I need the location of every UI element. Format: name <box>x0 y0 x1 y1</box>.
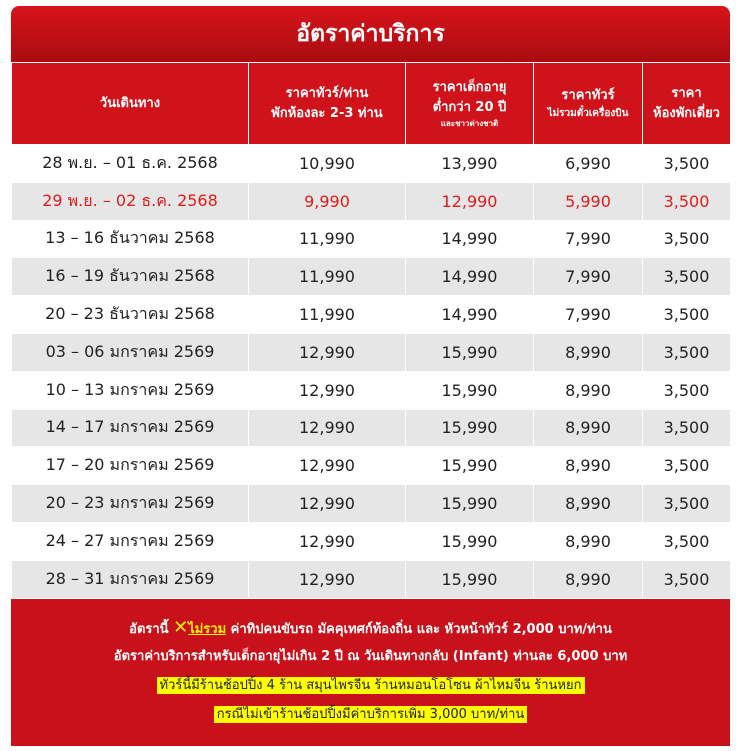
cell-single-room-price: 3,500 <box>643 145 731 183</box>
price-table <box>11 62 731 599</box>
cell-single-room-price: 3,500 <box>643 447 731 485</box>
cell-child-price: 14,990 <box>406 220 534 258</box>
infant-note: อัตราค่าบริการสำหรับเด็กอายุไม่เกิน 2 ปี ณ วันเดินทางกลับ (Infant) ท่านละ 6,000 บาท <box>113 648 628 664</box>
cell-travel-date: 20 – 23 มกราคม 2569 <box>12 485 249 523</box>
table-row <box>12 258 731 296</box>
table-row <box>12 447 731 485</box>
table-row <box>12 409 731 447</box>
cell-travel-date: 29 พ.ย. – 02 ธ.ค. 2568 <box>12 182 249 220</box>
cell-travel-date: 28 – 31 มกราคม 2569 <box>12 560 249 598</box>
table-row <box>12 522 731 560</box>
header-adult-price: ราคาทัวร์/ท่าน พักห้องละ 2-3 ท่าน <box>249 63 406 145</box>
cell-single-room-price: 3,500 <box>643 522 731 560</box>
header-child-price: ราคาเด็กอายุ ต่ำกว่า 20 ปี และชาวต่างชาติ <box>406 63 534 145</box>
cell-child-price: 14,990 <box>406 258 534 296</box>
cell-no-flight-price: 7,990 <box>534 220 643 258</box>
table-row <box>12 296 731 334</box>
price-table-container <box>11 6 730 746</box>
cell-no-flight-price: 8,990 <box>534 409 643 447</box>
table-row <box>12 333 731 371</box>
cell-no-flight-price: 6,990 <box>534 145 643 183</box>
cell-child-price: 15,990 <box>406 522 534 560</box>
terms-footer <box>11 599 730 746</box>
cell-travel-date: 17 – 20 มกราคม 2569 <box>12 447 249 485</box>
cell-no-flight-price: 7,990 <box>534 296 643 334</box>
cell-adult-price: 12,990 <box>249 447 406 485</box>
cell-single-room-price: 3,500 <box>643 182 731 220</box>
not-included-label: ไม่รวม <box>188 621 227 637</box>
cell-single-room-price: 3,500 <box>643 371 731 409</box>
cell-single-room-price: 3,500 <box>643 333 731 371</box>
cell-single-room-price: 3,500 <box>643 560 731 598</box>
cell-adult-price: 12,990 <box>249 333 406 371</box>
cell-child-price: 14,990 <box>406 296 534 334</box>
cell-travel-date: 13 – 16 ธันวาคม 2568 <box>12 220 249 258</box>
table-header-row <box>12 63 731 145</box>
cell-no-flight-price: 5,990 <box>534 182 643 220</box>
cell-child-price: 15,990 <box>406 485 534 523</box>
table-row <box>12 220 731 258</box>
cell-child-price: 13,990 <box>406 145 534 183</box>
page-title: อัตราค่าบริการ <box>11 6 730 62</box>
cell-adult-price: 11,990 <box>249 220 406 258</box>
cell-child-price: 15,990 <box>406 447 534 485</box>
table-row <box>12 182 731 220</box>
cell-travel-date: 24 – 27 มกราคม 2569 <box>12 522 249 560</box>
no-shopping-fee-note: กรณีไม่เข้าร้านช้อปปิ้งมีค่าบริการเพิ่ม 3,000 บาท/ท่าน <box>11 700 730 729</box>
cell-travel-date: 20 – 23 ธันวาคม 2568 <box>12 296 249 334</box>
cell-child-price: 15,990 <box>406 333 534 371</box>
cell-adult-price: 10,990 <box>249 145 406 183</box>
header-single-room-price: ราคา ห้องพักเดี่ยว <box>643 63 731 145</box>
cell-no-flight-price: 8,990 <box>534 485 643 523</box>
cell-single-room-price: 3,500 <box>643 220 731 258</box>
cell-no-flight-price: 8,990 <box>534 333 643 371</box>
cell-adult-price: 11,990 <box>249 258 406 296</box>
cell-adult-price: 12,990 <box>249 371 406 409</box>
cell-adult-price: 9,990 <box>249 182 406 220</box>
cell-no-flight-price: 8,990 <box>534 447 643 485</box>
header-no-flight-price: ราคาทัวร์ ไม่รวมตั๋วเครื่องบิน <box>534 63 643 145</box>
cell-travel-date: 16 – 19 ธันวาคม 2568 <box>12 258 249 296</box>
cell-no-flight-price: 7,990 <box>534 258 643 296</box>
cell-child-price: 15,990 <box>406 371 534 409</box>
table-row <box>12 560 731 598</box>
cell-single-room-price: 3,500 <box>643 485 731 523</box>
cell-adult-price: 11,990 <box>249 296 406 334</box>
cell-child-price: 15,990 <box>406 560 534 598</box>
tip-note: อัตรานี้ ✕ไม่รวม ค่าทิปคนขับรถ มัคคุเทศก์ท้องถิ่น และ หัวหน้าทัวร์ 2,000 บาท/ท่าน <box>129 616 612 638</box>
shopping-note: ทัวร์นี้มีร้านช้อปปิ้ง 4 ร้าน สมุนไพรจีน ร้านหมอนโอโซน ผ้าไหมจีน ร้านหยก <box>11 671 730 700</box>
header-travel-date: วันเดินทาง <box>12 63 249 145</box>
cell-no-flight-price: 8,990 <box>534 371 643 409</box>
cell-child-price: 15,990 <box>406 409 534 447</box>
cross-icon: ✕ <box>173 616 189 638</box>
cell-single-room-price: 3,500 <box>643 258 731 296</box>
cell-no-flight-price: 8,990 <box>534 560 643 598</box>
table-row <box>12 485 731 523</box>
table-row <box>12 145 731 183</box>
cell-adult-price: 12,990 <box>249 409 406 447</box>
cell-single-room-price: 3,500 <box>643 296 731 334</box>
cell-no-flight-price: 8,990 <box>534 522 643 560</box>
cell-travel-date: 28 พ.ย. – 01 ธ.ค. 2568 <box>12 145 249 183</box>
cell-adult-price: 12,990 <box>249 522 406 560</box>
table-row <box>12 371 731 409</box>
cell-travel-date: 10 – 13 มกราคม 2569 <box>12 371 249 409</box>
cell-travel-date: 03 – 06 มกราคม 2569 <box>12 333 249 371</box>
cell-travel-date: 14 – 17 มกราคม 2569 <box>12 409 249 447</box>
cell-adult-price: 12,990 <box>249 560 406 598</box>
cell-single-room-price: 3,500 <box>643 409 731 447</box>
cell-child-price: 12,990 <box>406 182 534 220</box>
cell-adult-price: 12,990 <box>249 485 406 523</box>
